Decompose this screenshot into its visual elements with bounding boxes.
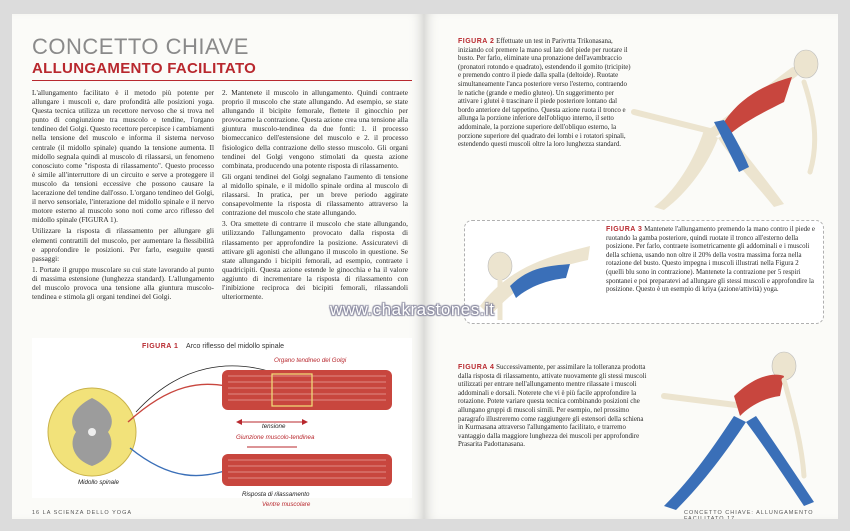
figure-4-text <box>458 364 650 450</box>
muscle-fiber-icon <box>222 370 392 486</box>
page-title: ALLUNGAMENTO FACILITATO <box>32 60 257 77</box>
paragraph: Utilizzare la risposta di rilassamento per allungare gli elementi contrattili del muscolo, per aumentare la flessibilità e approfondire le posizioni. Per farlo, eseguite questi passaggi: <box>32 226 214 263</box>
page-footer-left: 16 LA SCIENZA DELLO YOGA <box>32 510 133 516</box>
paragraph: 1. Portate il gruppo muscolare su cui state lavorando al punto di massima estensione (lunghezza standard). L'allungamento del muscolo provoca una tensione alla giuntura muscolo-tendinea e stimola gli organi tendinei del Golgi. <box>32 264 214 302</box>
figure-label: FIGURA 2 <box>458 38 495 45</box>
annotation-golgi: Organo tendineo del Golgi <box>274 357 347 364</box>
watermark: www.chakrastones.it <box>330 300 495 319</box>
skeleton-pose-icon <box>614 22 834 212</box>
paragraph: 2. Mantenete il muscolo in allungamento. Quindi contraete proprio il muscolo che state allungando. Ad esempio, se state allungando il bicipite femorale, flettete il ginocchio per provocarne la contrazione. Questa azione crea una tensione alla giuntura muscolo-tendinea da due fonti: 1. il processo biomeccanico dell'estensione del muscolo e 2. il processo fisiologico della contrazione dello stesso muscolo. Gli organi tendinei del Golgi vengono stimolati da questa azione combinata, producendo una potente risposta di rilassamento. <box>222 88 408 170</box>
annotation-spinal-cord: Midollo spinale <box>78 479 119 486</box>
paragraph: Gli organi tendinei del Golgi segnalano l'aumento di tensione al midollo spinale, e il midollo spinale ordina al muscolo di rilassarsi. In pratica, per un breve periodo aggirate consapevolmente la risposta di rilassamento attraverso la contrazione del muscolo che state allungando. <box>222 171 408 218</box>
skeleton-pose-icon <box>634 336 834 512</box>
spine-illustration-icon <box>48 388 136 476</box>
figure-label: FIGURA 3 <box>606 226 643 233</box>
annotation-relaxation: Risposta di rilassamento <box>242 491 310 498</box>
figure-1-caption <box>142 343 284 350</box>
figure-body: Mantenete l'allungamento premendo la mano contro il piede e ruotando la gamba posteriore, quindi ruotate il tronco all'esterno della posizione. Per farlo, contraete isometricamente gli addominali e i muscoli della schiena, usando non oltre il 20% della vostra massima forza nella rotazione del busto. Questo impegna i muscoli illustrati nella Figura 2 (quelli blu sono in contrazione). Mantenete la contrazione per 5 respiri spontanei e poi preparatevi ad allungare gli stessi muscoli e approfondire la posizione. Questo è un esempio di kriya (azione/attività) yoga. <box>606 226 815 294</box>
figure-caption-text: Arco riflesso del midollo spinale <box>185 343 285 350</box>
page-footer-right: CONCETTO CHIAVE: ALLUNGAMENTO FACILITATO 17 <box>684 510 814 519</box>
figure-2-text <box>458 38 633 150</box>
paragraph: 3. Ora smettete di contrarre il muscolo che state allungando, utilizzando l'allungamento provocato dalla risposta di rilassamento per approfondire la posizione. Assicuratevi di attivare gli agonisti che allungano il muscolo in questione. Se state allungando i bicipiti femorali, ad esempio, contraete i quadricipiti. Questa azione estende le ginocchia e ha il valore aggiunto di incrementare la risposta di rilassamento con l'inibizione reciproca dei bicipiti femorali, rilassandoli ulteriormente. <box>222 219 408 302</box>
section-kicker: CONCETTO CHIAVE <box>32 34 249 59</box>
figure-3-text <box>606 226 818 295</box>
right-page <box>424 14 838 519</box>
figure-label: FIGURA 4 <box>458 364 495 371</box>
text-column-1 <box>32 88 214 303</box>
text-column-2 <box>222 88 408 303</box>
annotation-belly: Ventre muscolare <box>262 501 311 508</box>
paragraph: L'allungamento facilitato è il metodo più potente per allungare i muscoli e, dare profondità alle posizioni yoga. Questa tecnica utilizza un recettore nervoso che si trova nel punto di congiunzione tra muscolo e tendine, l'organo tendineo del Golgi. Questo recettore percepisce i cambiamenti nella tensione del muscolo e informa il sistema nervoso centrale (il midollo spinale) quando la tensione aumenta. Il midollo segnala quindi al muscolo di rilassarsi, un fenomeno conosciuto come "risposta di rilassamento". Questo processo è simile all'interruttore di un circuito e serve a proteggere il muscolo da tensioni eccessive che possono causare la lacerazione del tendine dall'osso. L'organo tendineo del Golgi, il nervo sensoriale, l'interazione del midollo spinale e il nervo motore esterno al muscolo sono noti come arco riflesso del midollo spinale (FIGURA 1). <box>32 88 214 225</box>
figure-body: Effettuate un test in Parivrtta Trikonasana, iniziando col premere la mano sul lato del piede per ruotare il busto. Per farlo, eliminate una pronazione dell'avambraccio (pronatori rotondo e quadrato), estendendo il gomito (tricipite) e premendo contro il piede dalla spalla (deltoide). Ruotate simultaneamente l'anca posteriore verso l'esterno, contraendo le natiche (grande e medio gluteo). Un suggerimento per attivare i glutei è trascinare il piede posteriore lontano dal bordo anteriore del tappetino. Questa azione ruota il tronco e allunga la porzione inferiore dell'obliquo interno, il setto addominale, la porzione superiore dell'obliquo esterno, la porzione superiore del quadrato dei lombi e i rotatori spinali, estendendo questi muscoli oltre la loro lunghezza standard. <box>458 38 631 149</box>
figure-label: FIGURA 1 <box>142 343 179 350</box>
figure-body: Successivamente, per assimilare la tolleranza prodotta dalla risposta di rilassamento, attivate nuovamente gli stessi muscoli utilizzati per entrare nell'allungamento mentre rilassate i muscoli addominali e dorsali. Noterete che vi è più facile approfondire la rotazione. Potete variare questa tecnica combinando posizioni che allungano gruppi di muscoli simili. Per esempio, nel prossimo paragrafo illustreremo come raggiungere gli estensori della schiena in Kurmasana attraverso l'allungamento facilitato, e trarremo vantaggio dalla maggiore lunghezza dei muscoli per approfondire Prasarita Padottanasana. <box>458 364 647 449</box>
left-page <box>12 14 424 519</box>
title-rule <box>32 80 412 81</box>
annotation-tension: tensione <box>262 423 286 430</box>
annotation-junction: Giunzione muscolo-tendinea <box>236 434 315 441</box>
